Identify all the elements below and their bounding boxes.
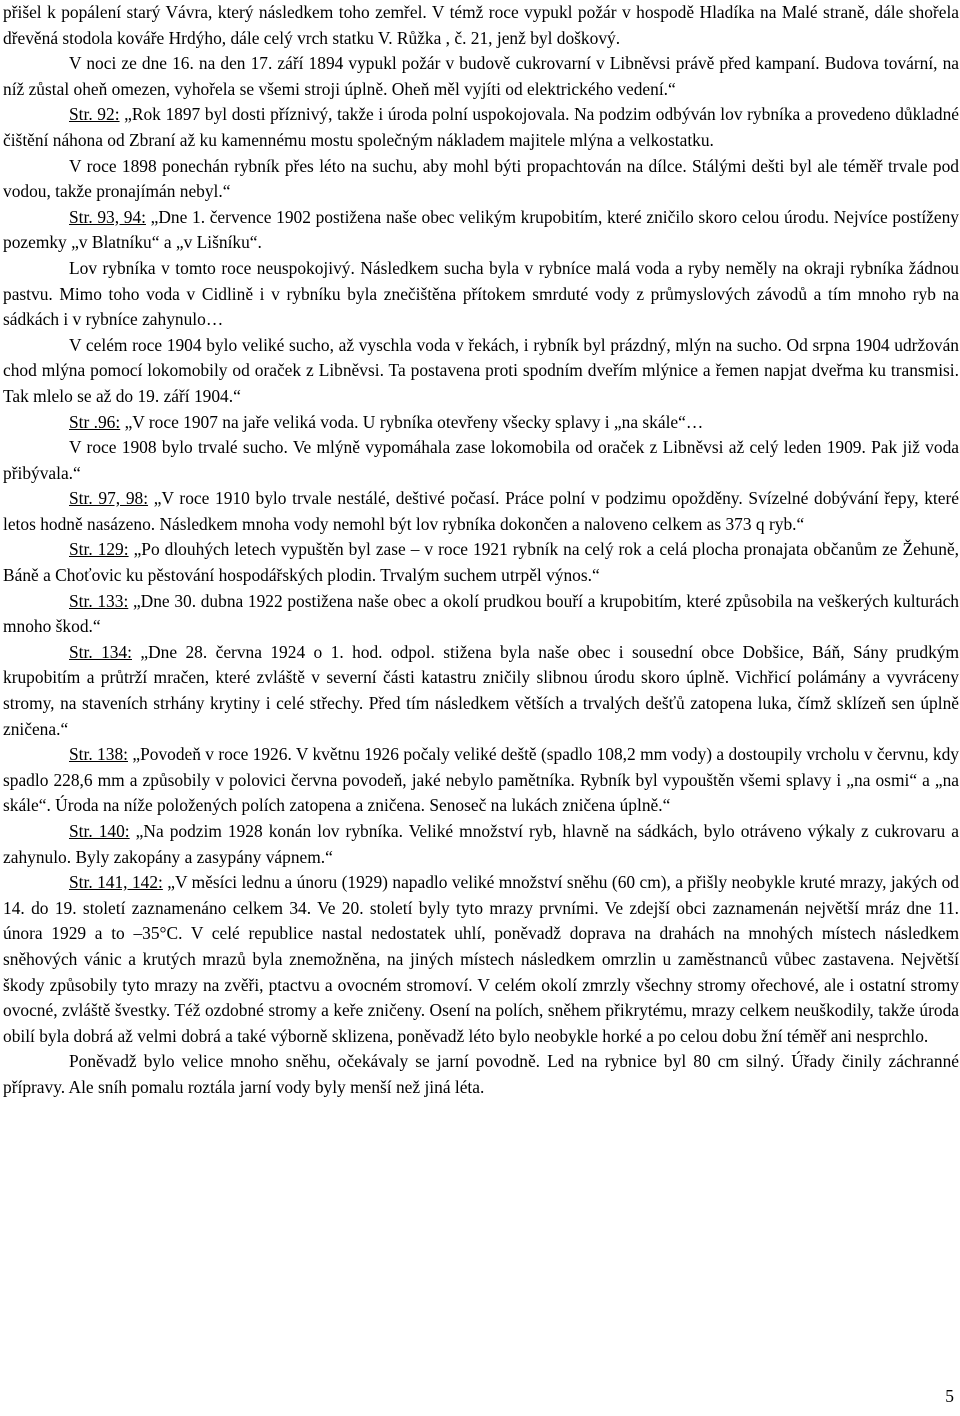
- paragraph-text: „Povodeň v roce 1926. V květnu 1926 počaly veliké deště (spadlo 108,2 mm vody) a dostoupily vrcholu v červnu, kdy spadlo 228,6 mm a způsobily v polovici června povodeň, jaké nebylo pamětníka. Rybník byl vypouštěn všemi splavy i „na osmi“ a „na skále“. Úroda na níže položených polích zatopena a zničena. Senoseč na lukách zničena úplně.“: [3, 744, 959, 816]
- paragraph: [3, 410, 959, 436]
- paragraph: [3, 154, 959, 205]
- paragraph: [3, 333, 959, 410]
- page-reference: Str. 97, 98:: [69, 488, 149, 509]
- paragraph: [3, 1049, 959, 1100]
- paragraph: [3, 537, 959, 588]
- paragraph-text: „Rok 1897 byl dosti příznivý, takže i úroda polní uspokojovala. Na podzim odbýván lov rybníka a provedeno důkladné čištění náhona od Zbraní až ku kamennému mostu společným nákladem majitele mlýna a velkostatku.: [3, 104, 959, 150]
- page-reference: Str. 129:: [69, 539, 129, 560]
- paragraph-text: V roce 1898 ponechán rybník přes léto na suchu, aby mohl býti propachtován na dílce. Stálými dešti byl ale téměř trvale pod vodou, takže pronajímán nebyl.“: [3, 155, 959, 202]
- paragraph-text: přišel k popálení starý Vávra, který následkem toho zemřel. V témž roce vypukl požár v hospodě Hladíka na Malé straně, dále shořela dřevěná stodola kováře Hrdýho, dále celý vrch statku V. Růžka , č. 21, jenž byl doškový.: [3, 2, 959, 48]
- paragraph: [3, 870, 959, 1049]
- page-reference: Str. 140:: [69, 821, 130, 841]
- paragraph-text: „V roce 1910 bylo trvale nestálé, deštivé počasí. Práce polní v podzimu opožděny. Svízelné dobývání řepy, které letos hodně nasázeno. Následkem mnoha vody nemohl být lov rybníka dokončen a naloveno celkem as 373 q ryb.“: [3, 488, 959, 534]
- paragraph-text: V noci ze dne 16. na den 17. září 1894 vypukl požár v budově cukrovarní v Libněvsi právě před kampaní. Budova tovární, na níž zůstal oheň omezen, vyhořela se všemi stroji úplně. Oheň měl vyjíti od elektrického vedení.“: [3, 53, 959, 99]
- paragraph: [3, 742, 959, 819]
- document-page: [3, 0, 959, 1101]
- paragraph-text: „V měsíci lednu a únoru (1929) napadlo veliké množství sněhu (60 cm), a přišly neobykle kruté mrazy, jakých od 14. do 19. století zaznamenáno celkem 34. Ve 20. století byly tyto mrazy prvními. Ve zdejší obci zaznamenán největší mráz dne 11. února 1929 a to –35°C. V celé republice nastal nedostatek uhlí, poněvadž doprava na drahách na mnohých místech následkem sněhových vánic a krutých mrazů byla znemožněna, na jiných místech následkem omrzlin u zaměstnanců vůbec zastavena. Největší škody způsobily tyto mrazy na zvěři, ptactvu a ovocném stromoví. V celém okolí zmrzly všechny stromy ořechové, ale i ostatní stromy ovocné, zvláště švestky. Též ozdobné stromy a keře zničeny. Osení na polích, sněhem přikrytému, mrazy celkem neuškodily, takže úroda obilí byla dobrá až velmi dobrá a také výborně sklizena, poněvadž léto bylo neobykle horké a po celou dobu žní téměř ani nesprchlo.: [3, 872, 959, 1046]
- paragraph: [3, 435, 959, 486]
- paragraph-text: „Po dlouhých letech vypuštěn byl zase – v roce 1921 rybník na celý rok a celá plocha pronajata občanům ze Žehuně, Báně a Choťovic ku pěstování hospodářských plodin. Trvalým suchem utrpěl výnos.“: [3, 539, 960, 586]
- page-number: 5: [945, 1386, 954, 1406]
- paragraph-text: „Dne 1. července 1902 postižena naše obec velikým krupobitím, které zničilo skoro celou úrodu. Nejvíce postíženy pozemky „v Blatníku“ a „v Lišníku“.: [3, 206, 959, 253]
- page-reference: Str. 138:: [69, 744, 128, 765]
- paragraph: [3, 205, 959, 256]
- paragraph-text: „Dne 30. dubna 1922 postižena naše obec a okolí prudkou bouří a krupobitím, které způsobila na veškerých kulturách mnoho škod.“: [3, 590, 960, 637]
- paragraph-text: „Na podzim 1928 konán lov rybníka. Veliké množství ryb, hlavně na sádkách, bylo otráveno výkaly z cukrovaru a zahynulo. Byly zakopány a zasypány vápnem.“: [3, 821, 959, 867]
- page-reference: Str. 134:: [69, 641, 132, 662]
- paragraph-text: „V roce 1907 na jaře veliká voda. U rybníka otevřeny všecky splavy i „na skále“…: [120, 411, 704, 432]
- paragraph-text: Poněvadž bylo velice mnoho sněhu, očekávaly se jarní povodně. Led na rybnice byl 80 cm silný. Úřady činily záchranné přípravy. Ale sníh pomalu roztála jarní vody byly menší než jiná léta.: [3, 1051, 959, 1097]
- page-reference: Str. 92:: [69, 104, 120, 125]
- paragraph: [3, 256, 959, 333]
- paragraph: [3, 0, 959, 51]
- paragraph-text: „Dne 28. června 1924 o 1. hod. odpol. stižena byla naše obec i sousední obce Dobšice, Báň, Sány prudkým krupobitím a průtrží mračen, které zvláště v severní části katastru zničily slibnou úrodu skoro úplně. Vichřicí polámány a vyvráceny stromy, na staveních strhány krytiny i celé střechy. Před tím následkem větších a trvalých dešťů zatopena luka, čímž sklízeň sen úplně zničena.“: [3, 641, 959, 739]
- paragraph-text: V roce 1908 bylo trvalé sucho. Ve mlýně vypomáhala zase lokomobila od oraček z Libněvsi až celý leden 1909. Pak již voda přibývala.“: [3, 437, 959, 483]
- paragraph: [3, 102, 959, 153]
- paragraph: [3, 51, 959, 102]
- paragraph-text: V celém roce 1904 bylo veliké sucho, až vyschla voda v řekách, i rybník byl prázdný, mlýn na sucho. Od srpna 1904 udržován chod mlýna pomocí lokomobily od oraček z Libněvsi. Ta postavena proti spodním dveřím mlýnice a řemen napjat dveřma ku transmisi. Tak mlelo se až do 19. září 1904.“: [3, 334, 959, 406]
- paragraph: [3, 819, 959, 870]
- paragraph: [3, 640, 959, 742]
- page-reference: Str. 141, 142:: [69, 872, 163, 893]
- paragraph: [3, 486, 959, 537]
- page-reference: Str. 93, 94:: [69, 206, 146, 227]
- page-reference: Str. 133:: [69, 590, 129, 611]
- paragraph-text: Lov rybníka v tomto roce neuspokojivý. Následkem sucha byla v rybníce malá voda a ryby neměly na okraji rybníka žádnou pastvu. Mimo toho voda v Cidlině i v rybníku byla znečištěna přítokem smrduté vody z průmyslových závodů a tím mnoho ryb na sádkách i v rybníce zahynulo…: [3, 257, 959, 330]
- paragraph: [3, 589, 959, 640]
- page-reference: Str .96:: [69, 411, 121, 432]
